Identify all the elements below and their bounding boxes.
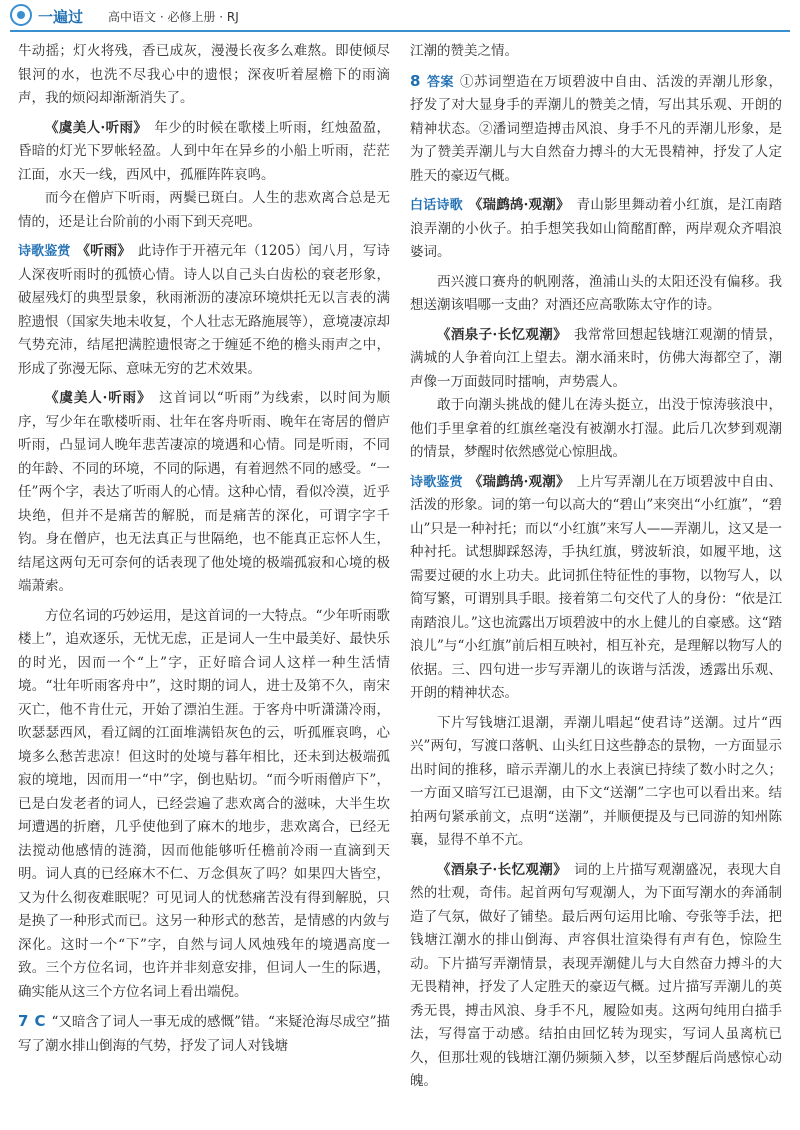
appreciation-paragraph: 下片写钱塘江退潮，弄潮儿唱起“使君诗”送潮。过片“西兴”两句，写渡口落帆、山头红日这些静态的景物，一方面显示出时间的推移，暗示弄潮儿的水上表演已持续了数小时之久；一方面又暗写江已退潮，由下文“送潮”二字也可以看出来。结拍两句紧承前文，点明“送潮”，并顺便提及与已同游的知州陈襄，显得不单不亢。 bbox=[410, 714, 782, 848]
question-number: 8 bbox=[410, 71, 421, 90]
poem-title: 《听雨》 bbox=[76, 243, 125, 259]
appreciation-paragraph bbox=[18, 240, 390, 381]
poem-title: 《虞美人·听雨》 bbox=[45, 390, 145, 406]
answer-label: 答案 bbox=[426, 74, 455, 90]
page-header bbox=[0, 0, 800, 32]
answer-paragraph bbox=[18, 1010, 390, 1058]
section-tag: 白话诗歌 bbox=[410, 198, 463, 213]
translation-text: 年少的时候在歌楼上听雨，红烛盈盈，昏暗的灯光下罗帐轻盈。人到中年在异乡的小船上听雨，茫茫江面，水天一线，西风中，孤雁阵阵哀鸣。 bbox=[18, 119, 391, 183]
question-number: 7 bbox=[18, 1012, 29, 1030]
appreciation-text: 此诗作于开禧元年（1205）闰八月，写诗人深夜听雨时的孤愤心情。诗人以自己头白齿松的衰老形象，破屋残灯的典型景象，秋雨淅沥的凄凉环境烘托无以言表的满腔遗恨（国家失地未收复，个人壮志无路施展等），意境凄凉却气势充沛，结尾把满腔遗恨寄之于缠延不绝的檐头雨声之中，形成了弥漫无际、意味无穷的艺术效果。 bbox=[18, 243, 391, 377]
answer-continued: 江潮的赞美之情。 bbox=[410, 43, 518, 59]
translation-paragraph: 而今在僧庐下听雨，两鬓已斑白。人生的悲欢离合总是无情的，还是让台阶前的小雨下到天亮吧。 bbox=[18, 190, 390, 230]
appreciation-paragraph: 方位名词的巧妙运用，是这首词的一大特点。“少年听雨歌楼上”，追欢逐乐，无忧无虑，正是词人一生中最美好、最快乐的时光，因而一个“上”字，正好暗合词人这样一种生活情境。“壮年听雨客舟中”，这时期的词人，进士及第不久，南宋灭亡，他不肯仕元，开始了漂泊生涯。于客舟中听潇潇冷雨，吹瑟瑟西风，看辽阔的江面堆满铅灰色的云，听孤雁哀鸣，心境多么愁苦悲凉！但这时的处境与暮年相比，还未到达极端孤寂的境地，因而用一“中”字，倒也贴切。“而今听雨僧庐下”，已是白发老者的词人，已经尝遍了悲欢离合的滋味，大半生坎坷遭遇的折磨，几乎使他到了麻木的地步，悲欢离合，已经无法搅动他感情的涟漪，因而他能够听任檐前冷雨一直滴到天明。词人真的已经麻木不仁、万念俱灰了吗？如果四大皆空，又为什么彻夜难眠呢？可见词人的忧愁痛苦没有得到解脱，只是换了一种形式而已。这另一种形式的愁苦，是情感的内敛与深化。这时一个“下”字，自然与词人风烛残年的境遇高度一致。三个方位名词，也许并非刻意安排，但词人一生的际遇，确实能从这三个方位名词上看出端倪。 bbox=[18, 607, 390, 1000]
appreciation-paragraph bbox=[410, 859, 782, 1094]
logo-icon bbox=[10, 4, 32, 26]
book-title: 高中语文 · 必修上册 · RJ bbox=[108, 10, 239, 24]
poem-title: 《虞美人·听雨》 bbox=[45, 119, 141, 136]
poem-title: 《瑞鹧鸪·观潮》 bbox=[468, 473, 563, 490]
appreciation-paragraph bbox=[410, 471, 782, 706]
translation-continued: 牛动摇；灯火将残，香已成灰，漫漫长夜多么难熬。即使倾尽银河的水，也洗不尽我心中的遗恨；深夜听着屋檐下的雨滴声，我的烦闷却渐渐消失了。 bbox=[18, 43, 390, 106]
answer-text: ①苏词塑造在万顷碧波中自由、活泼的弄潮儿形象，抒发了对大显身手的弄潮儿的赞美之情，写出其乐观、开朗的精神状态。②潘词塑造搏击风浪、身手不凡的弄潮儿形象，是为了赞美弄潮儿与大自然奋力搏斗的大无畏精神，抒发了人定胜天的豪迈气概。 bbox=[410, 73, 782, 184]
section-tag: 诗歌鉴赏 bbox=[410, 474, 463, 490]
poem-title: 《酒泉子·长忆观潮》 bbox=[437, 861, 561, 878]
vernacular-text: 青山影里舞动着小红旗，是江南踏浪弄潮的小伙子。拍手想笑我如山简酩酊醉，两岸观众齐唱浪婆词。 bbox=[410, 197, 783, 260]
poem-title: 《酒泉子·长忆观潮》 bbox=[437, 326, 561, 343]
translation-text: 我常常回想起钱塘江观潮的情景，满城的人争着向江上望去。潮水涌来时，仿佛大海都空了，潮声像一万面鼓同时擂响，声势震人。 bbox=[410, 326, 783, 390]
answer-text: “又暗含了词人一事无成的感慨”错。“来疑沧海尽成空”描写了潮水排山倒海的气势，抒发了词人对钱塘 bbox=[18, 1014, 390, 1054]
answer-choice: C bbox=[34, 1012, 46, 1030]
right-column bbox=[410, 40, 782, 1094]
header-divider bbox=[10, 30, 790, 32]
brand-name: 一遍过 bbox=[38, 8, 84, 26]
poem-title: 《瑞鹧鸪·观潮》 bbox=[468, 197, 563, 213]
answer-paragraph bbox=[410, 70, 782, 189]
translation-paragraph bbox=[18, 117, 390, 188]
appreciation-text: 这首词以“听雨”为线索，以时间为顺序，写少年在歌楼听雨、壮年在客舟听雨、晚年在寄居的僧庐听雨，凸显词人晚年悲苦凄凉的境遇和心情。同是听雨，不同的年龄、不同的环境，不同的际遇，有着迥然不同的感受。“一任”两个字，表达了听雨人的心情。这种心情，看似冷漠，近乎块绝，但并不是痛苦的解脱，而是痛苦的深化，可谓字字千钧。身在僧庐，也无法真正与世隔绝，也不能真正忘怀人生，结尾这两句无可奈何的话表现了他处境的极端孤寂和心境的极端萧索。 bbox=[18, 390, 391, 594]
section-tag: 诗歌鉴赏 bbox=[18, 244, 71, 259]
vernacular-paragraph: 西兴渡口赛舟的帆刚落，渔浦山头的太阳还没有偏移。我想送潮该唱哪一支曲？对酒还应高歌陈太守作的诗。 bbox=[410, 273, 782, 313]
appreciation-text: 词的上片描写观潮盛况，表现大自然的壮观，奇伟。起首两句写观潮人，为下面写潮水的奔涌制造了气氛，做好了铺垫。最后两句运用比喻、夸张等手法，把钱塘江潮水的排山倒海、声容俱壮渲染得有声有色，惊险生动。下片描写弄潮情景，表现弄潮健儿与大自然奋力搏斗的大无畏精神，抒发了人定胜天的豪迈气概。过片描写弄潮儿的英秀无畏，搏击风浪、身手不凡，履险如夷。这两句纯用白描手法，写得富于动感。结拍由回忆转为现实，写词人虽离杭已久，但那壮观的钱塘江潮仍频频入梦，以至梦醒后尚感惊心动魄。 bbox=[410, 861, 783, 1089]
appreciation-paragraph bbox=[18, 387, 390, 599]
left-column bbox=[18, 40, 390, 1058]
translation-paragraph bbox=[410, 324, 782, 395]
vernacular-paragraph bbox=[410, 194, 782, 265]
appreciation-text: 上片写弄潮儿在万顷碧波中自由、活泼的形象。词的第一句以高大的“碧山”来突出“小红旗”，“碧山”只是一种衬托；而以“小红旗”来写人——弄潮儿，这又是一种衬托。试想脚踩怒涛，手执红旗，劈波斩浪，如履平地，这需要过硬的水上功夫。此词抓住特征性的事物，以物写人，以简写繁，可谓别具手眼。接着第二句交代了人的身份：“依是江南踏浪儿。”这也流露出万顷碧波中的水上健儿的自豪感。这“踏浪儿”与“小红旗”前后相互映衬，相互补充，是理解以物写人的依据。三、四句进一步写弄潮儿的诙谐与活泼，透露出乐观、开朗的精神状态。 bbox=[410, 473, 783, 701]
translation-paragraph: 敢于向潮头挑战的健儿在涛头挺立，出没于惊涛骇浪中，他们手里拿着的红旗丝毫没有被潮水打湿。此后几次梦到观潮的情景，梦醒时依然感觉心惊胆战。 bbox=[410, 397, 782, 460]
